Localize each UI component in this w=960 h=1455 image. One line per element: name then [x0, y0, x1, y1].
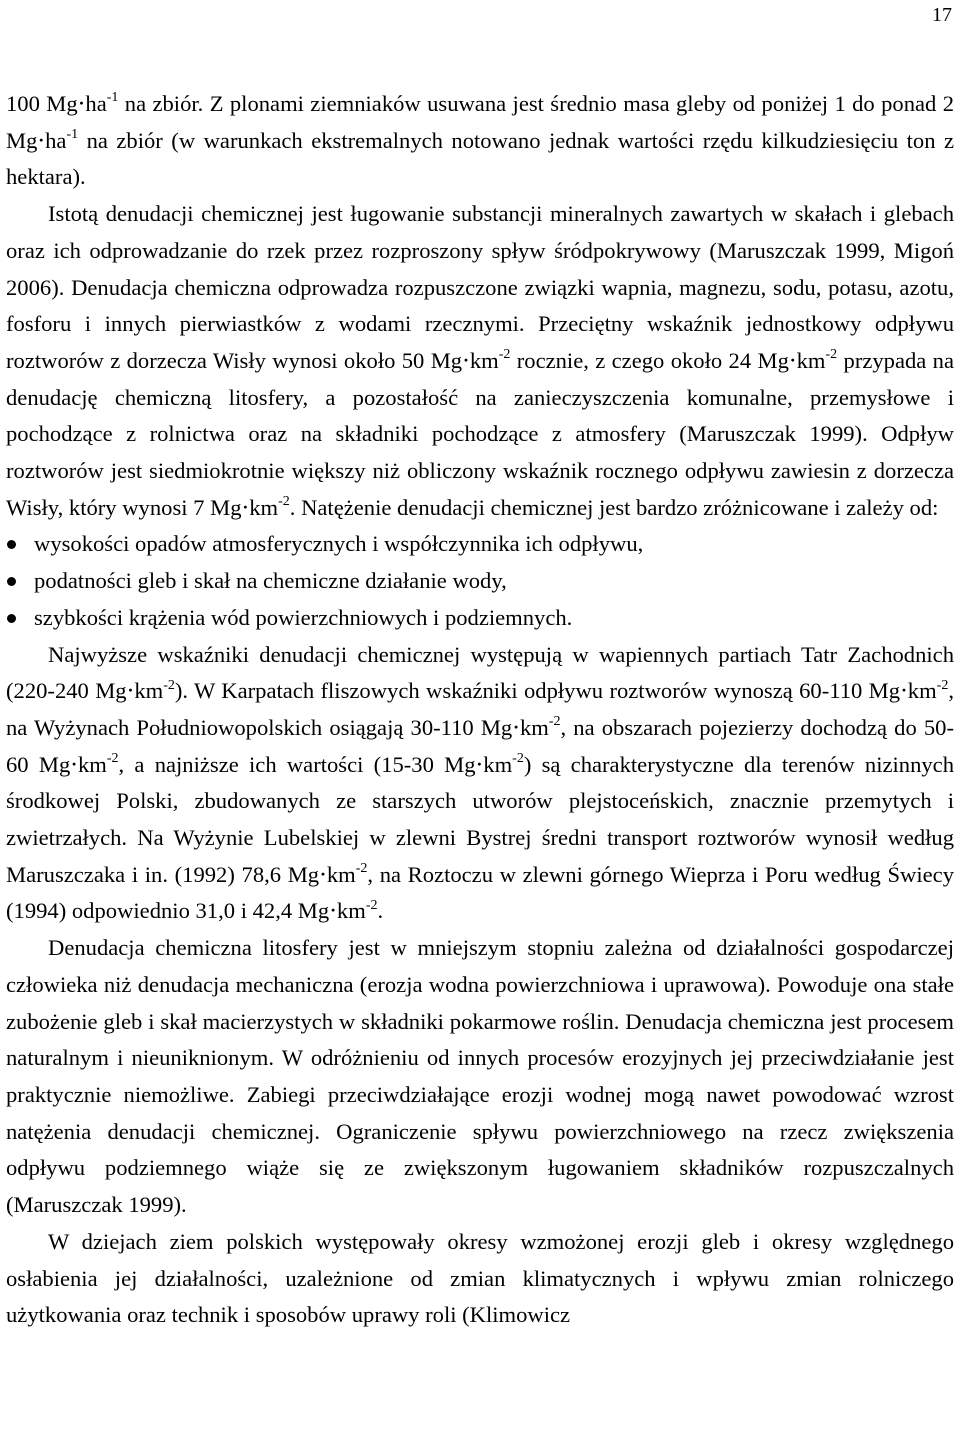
text-run: , a najniższe ich wartości (15-30 Mg⋅km [118, 751, 513, 777]
superscript: -2 [498, 347, 511, 363]
superscript: -2 [825, 347, 838, 363]
text-run: przypada na denudację chemiczną litosfery, a pozostałość na zanieczyszczenia komunalne, przemysłowe i pochodzące z rolnictwa oraz na składniki pochodzące z atmosfery (Maruszczak 1999). Odpływ roztworów jest siedmiokrotnie większy niż obliczony wskaźnik rocznego odpływu zawiesin z dorzecza Wisły, który wynosi 7 Mg⋅km [6, 347, 955, 520]
page-number: 17 [932, 4, 952, 26]
paragraph-1 [6, 86, 954, 196]
text-run: rocznie, z czego około 24 Mg⋅km [510, 347, 826, 373]
superscript: -2 [936, 677, 949, 693]
text-run: 100 Mg⋅ha [6, 91, 107, 116]
bullet-icon [7, 577, 16, 586]
document-body [6, 86, 954, 1334]
text-run: ) są charakterystyczne dla terenów nizinnych środkowej Polski, zbudowanych ze starszych utworów plejstoceńskich, znacznie przemytych i zwietrzałych. Na Wyżynie Lubelskiej w zlewni Bystrej średni transport roztworów wynosił według Maruszczaka i in. (1992) 78,6 Mg⋅km [6, 751, 954, 887]
paragraph-4: Denudacja chemiczna litosfery jest w mniejszym stopniu zależna od działalności gospodarczej człowieka niż denudacja mechaniczna (erozja wodna powierzchniowa i uprawowa). Powoduje ona stałe zubożenie gleb i skał macierzystych w składniki pokarmowe roślin. Denudacja chemiczna jest procesem naturalnym i nieuniknionym. W odróżnieniu od innych procesów erozyjnych jej przeciwdziałanie jest praktycznie niemożliwe. Zabiegi przeciwdziałające erozji wodnej mogą nawet powodować wzrost natężenia denudacji chemicznej. Ograniczenie spływu powierzchniowego na rzecz zwiększenia odpływu podziemnego wiąże się ze zwiększonym ługowaniem składników rozpuszczalnych (Maruszczak 1999). [6, 935, 954, 1218]
list-item [6, 600, 954, 637]
text-run: na zbiór. Z plonami ziemniaków usuwana jest średnio masa gleby od poniżej 1 do ponad 2 Mg⋅ha [6, 91, 954, 153]
paragraph-3 [6, 637, 954, 931]
superscript: -2 [106, 751, 119, 767]
list-item [6, 526, 954, 563]
text-run: ). W Karpatach fliszowych wskaźniki odpływu roztworów wynoszą 60-110 Mg⋅km [174, 678, 937, 704]
list-item-text: podatności gleb i skał na chemiczne działanie wody, [34, 568, 507, 594]
superscript: -2 [512, 751, 524, 767]
list-item-text: wysokości opadów atmosferycznych i współczynnika ich odpływu, [34, 531, 644, 557]
superscript: -1 [66, 127, 79, 143]
bullet-icon [7, 614, 16, 623]
text-run: , na obszarach pojezierzy dochodzą do 50-60 Mg⋅km [6, 714, 954, 777]
text-run: Istotą denudacji chemicznej jest ługowanie substancji mineralnych zawartych w skałach i glebach oraz ich odprowadzanie do rzek przez rozproszony spływ śródpokrywowy (Maruszczak 1999, Migoń 2006). Denudacja chemiczna odprowadza rozpuszczone związki wapnia, magnezu, sodu, potasu, azotu, fosforu i innych pierwiastków z wodami rzecznymi. Przeciętny wskaźnik jednostkowy odpływu roztworów z dorzecza Wisły wynosi około 50 Mg⋅km [6, 201, 954, 373]
text-run: , na Roztoczu w zlewni górnego Wieprza i Poru według Świecy (1994) odpowiednio 31,0 i 42,4 Mg⋅km [6, 861, 954, 924]
text-run: , na Wyżynach Południowopolskich osiągają 30-110 Mg⋅km [6, 678, 954, 740]
bullet-icon [7, 540, 16, 549]
paragraph-5: W dziejach ziem polskich występowały okresy wzmożonej erozji gleb i okresy względnego osłabienia jej działalności, uzależnione od zmian klimatycznych i wpływu zmian rolniczego użytkowania oraz technik i sposobów uprawy roli (Klimowicz [6, 1228, 954, 1328]
text-run: . [377, 898, 384, 924]
bullet-list [6, 526, 954, 636]
text-run: Najwyższe wskaźniki denudacji chemicznej występują w wapiennych partiach Tatr Zachodnich (220-240 Mg⋅km [6, 641, 954, 704]
superscript: -2 [548, 714, 561, 730]
superscript: -2 [355, 861, 368, 877]
superscript: -2 [163, 677, 175, 693]
text-run: . Natężenie denudacji chemicznej jest bardzo zróżnicowane i zależy od: [289, 494, 939, 520]
paragraph-2 [6, 196, 954, 526]
superscript: -1 [106, 90, 119, 106]
superscript: -2 [365, 897, 378, 913]
text-run: na zbiór (w warunkach ekstremalnych notowano jednak wartości rzędu kilkudziesięciu ton z hektara). [6, 127, 954, 190]
list-item [6, 563, 954, 600]
list-item-text: szybkości krążenia wód powierzchniowych i podziemnych. [34, 604, 573, 630]
superscript: -2 [278, 494, 290, 510]
